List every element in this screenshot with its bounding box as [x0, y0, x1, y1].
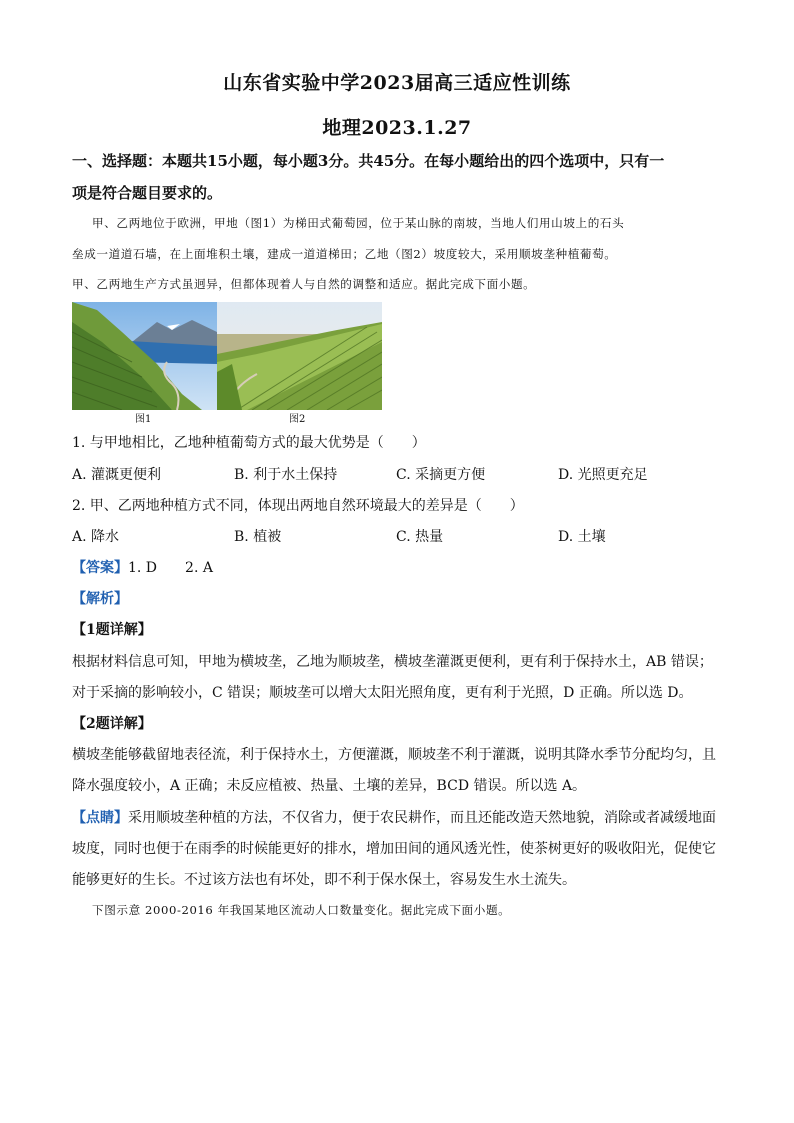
section-heading-line2: 项是符合题目要求的。: [72, 184, 223, 202]
figure-2-vineyard-photo: [217, 302, 382, 410]
comment-line3: 能够更好的生长。不过该方法也有坏处，即不利于保水保土，容易发生水土流失。: [72, 872, 576, 888]
figure-1-label: 图1: [135, 414, 152, 425]
figure-1-vineyard-photo: [72, 302, 217, 410]
question-1-option-d: D. 光照更充足: [558, 467, 648, 483]
detail-2-line1: 横坡垄能够截留地表径流，利于保持水土，方便灌溉，顺坡垄不利于灌溉，说明其降水季节分配均匀，且: [72, 747, 716, 763]
question-1-stem: 1. 与甲地相比，乙地种植葡萄方式的最大优势是（ ）: [72, 435, 426, 451]
question-2-option-a: A. 降水: [72, 529, 120, 545]
comment-text: 采用顺坡垄种植的方法，不仅省力，便于农民耕作，而且还能改造天然地貌，消除或者减缓地面: [128, 810, 716, 826]
detail-2-tag: 【2题详解】: [72, 716, 152, 732]
question-1-option-a: A. 灌溉更便利: [72, 467, 162, 483]
comment-line1: [72, 807, 716, 827]
figure-2-label: 图2: [289, 414, 306, 425]
page-subtitle: 地理2023.1.27: [322, 117, 472, 139]
figure-group: [72, 302, 382, 410]
answer-line: [72, 557, 213, 577]
passage1-line2: 垒成一道道石墙，在上面堆积土壤，建成一道道梯田；乙地（图2）坡度较大，采用顺坡垄种植葡萄。: [72, 247, 617, 261]
question-2-option-b: B. 植被: [234, 529, 282, 545]
comment-tag: 【点睛】: [72, 810, 128, 826]
detail-2-line2: 降水强度较小，A 正确；未反应植被、热量、土壤的差异，BCD 错误。所以选 A。: [72, 778, 587, 794]
question-1-option-c: C. 采摘更方便: [396, 467, 486, 483]
analysis-line: [72, 588, 128, 608]
question-2-stem: 2. 甲、乙两地种植方式不同，体现出两地自然环境最大的差异是（ ）: [72, 498, 524, 514]
passage1-line3: 甲、乙两地生产方式虽迥异，但都体现着人与自然的调整和适应。据此完成下面小题。: [72, 277, 536, 291]
answer-tag: 【答案】: [72, 560, 128, 576]
analysis-tag: 【解析】: [72, 591, 128, 607]
question-2-option-d: D. 土壤: [558, 529, 606, 545]
comment-line2: 坡度，同时也便于在雨季的时候能更好的排水，增加田间的通风透光性，使茶树更好的吸收阳光，促使它: [72, 841, 716, 857]
question-2-option-c: C. 热量: [396, 529, 444, 545]
answer-text: 1. D 2. A: [128, 560, 213, 576]
question-1-option-b: B. 利于水土保持: [234, 467, 338, 483]
detail-1-line1: 根据材料信息可知，甲地为横坡垄，乙地为顺坡垄，横坡垄灌溉更便利，更有利于保持水土，AB 错误；: [72, 654, 713, 670]
detail-1-line2: 对于采摘的影响较小，C 错误；顺坡垄可以增大太阳光照角度，更有利于光照，D 正确。所以选 D。: [72, 685, 693, 701]
section-heading-line1: 一、选择题：本题共15小题，每小题3分。共45分。在每小题给出的四个选项中，只有一: [72, 152, 665, 170]
passage1-line1: 甲、乙两地位于欧洲，甲地（图1）为梯田式葡萄园，位于某山脉的南坡，当地人们用山坡上的石头: [92, 216, 625, 230]
page-title: 山东省实验中学2023届高三适应性训练: [223, 72, 571, 94]
detail-1-tag: 【1题详解】: [72, 622, 152, 638]
passage2-line1: 下图示意 2000-2016 年我国某地区流动人口数量变化。据此完成下面小题。: [92, 903, 511, 917]
